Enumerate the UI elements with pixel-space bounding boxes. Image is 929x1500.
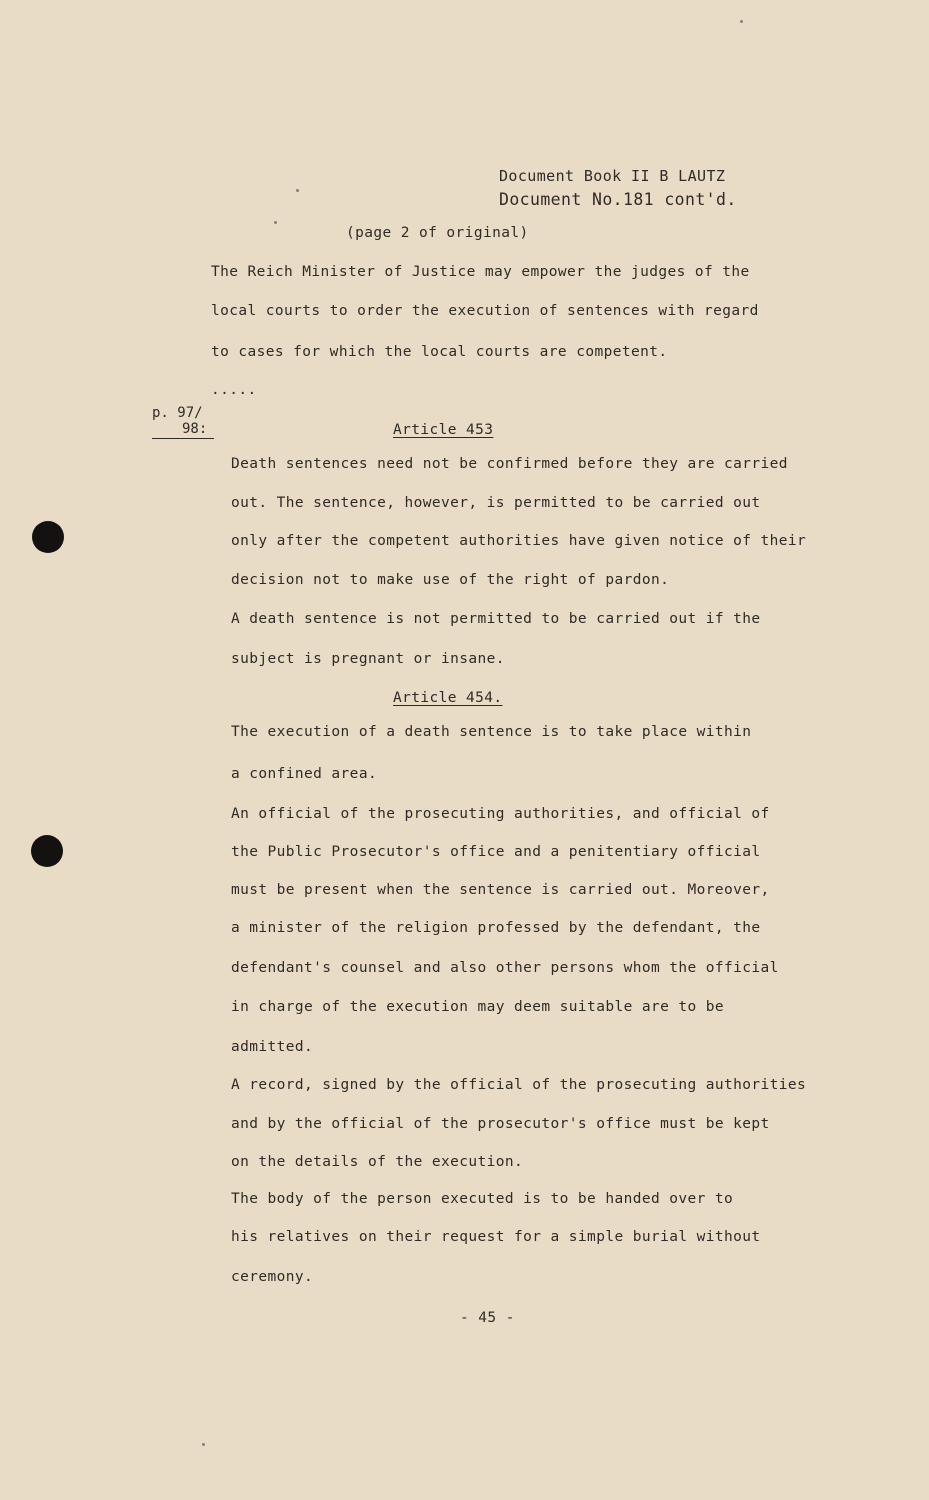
article-454-line: ceremony.: [231, 1269, 314, 1285]
article-453-line: only after the competent authorities have given notice of their: [231, 533, 807, 549]
article-454-line: The body of the person executed is to be handed over to: [231, 1191, 734, 1207]
intro-line: The Reich Minister of Justice may empower the judges of the: [211, 264, 750, 280]
article-453-line: Death sentences need not be confirmed before they are carried: [231, 456, 788, 472]
punch-hole-bottom: [31, 835, 63, 867]
article-453-line: A death sentence is not permitted to be carried out if the: [231, 611, 761, 627]
article-454-line: admitted.: [231, 1039, 314, 1055]
article-453-line: subject is pregnant or insane.: [231, 651, 505, 667]
article-454-line: The execution of a death sentence is to take place within: [231, 724, 752, 740]
page-of-original-note: (page 2 of original): [346, 225, 529, 241]
article-454-line: An official of the prosecuting authorities, and official of: [231, 806, 770, 822]
margin-ref-line-1: p. 97/: [152, 405, 203, 421]
article-454-line: must be present when the sentence is carried out. Moreover,: [231, 882, 770, 898]
article-454-line: a minister of the religion professed by the defendant, the: [231, 920, 761, 936]
omission-dots: .....: [211, 382, 257, 398]
article-453-line: decision not to make use of the right of pardon.: [231, 572, 670, 588]
article-454-line: in charge of the execution may deem suitable are to be: [231, 999, 725, 1015]
document-number: Document No.181 cont'd.: [499, 190, 737, 209]
paper-speck: [274, 221, 277, 224]
article-454-line: a confined area.: [231, 766, 378, 782]
article-454-line: and by the official of the prosecutor's office must be kept: [231, 1116, 770, 1132]
paper-speck: [740, 20, 743, 23]
article-454-line: A record, signed by the official of the prosecuting authorities: [231, 1077, 807, 1093]
paper-speck: [296, 189, 299, 192]
margin-page-reference: [152, 405, 214, 437]
article-454-line: on the details of the execution.: [231, 1154, 524, 1170]
intro-line: to cases for which the local courts are competent.: [211, 344, 668, 360]
article-454-line: the Public Prosecutor's office and a penitentiary official: [231, 844, 761, 860]
article-453-line: out. The sentence, however, is permitted to be carried out: [231, 495, 761, 511]
punch-hole-top: [32, 521, 64, 553]
article-454-line: his relatives on their request for a simple burial without: [231, 1229, 761, 1245]
margin-ref-rule: [152, 438, 214, 439]
article-453-heading: Article 453: [393, 422, 494, 438]
page-number: - 45 -: [460, 1310, 515, 1326]
paper-speck: [202, 1443, 205, 1446]
article-454-heading: Article 454.: [393, 690, 503, 706]
article-454-line: defendant's counsel and also other persons whom the official: [231, 960, 779, 976]
document-book-title: Document Book II B LAUTZ: [499, 167, 726, 185]
intro-line: local courts to order the execution of sentences with regard: [211, 303, 759, 319]
margin-ref-line-2: 98:: [182, 421, 208, 437]
